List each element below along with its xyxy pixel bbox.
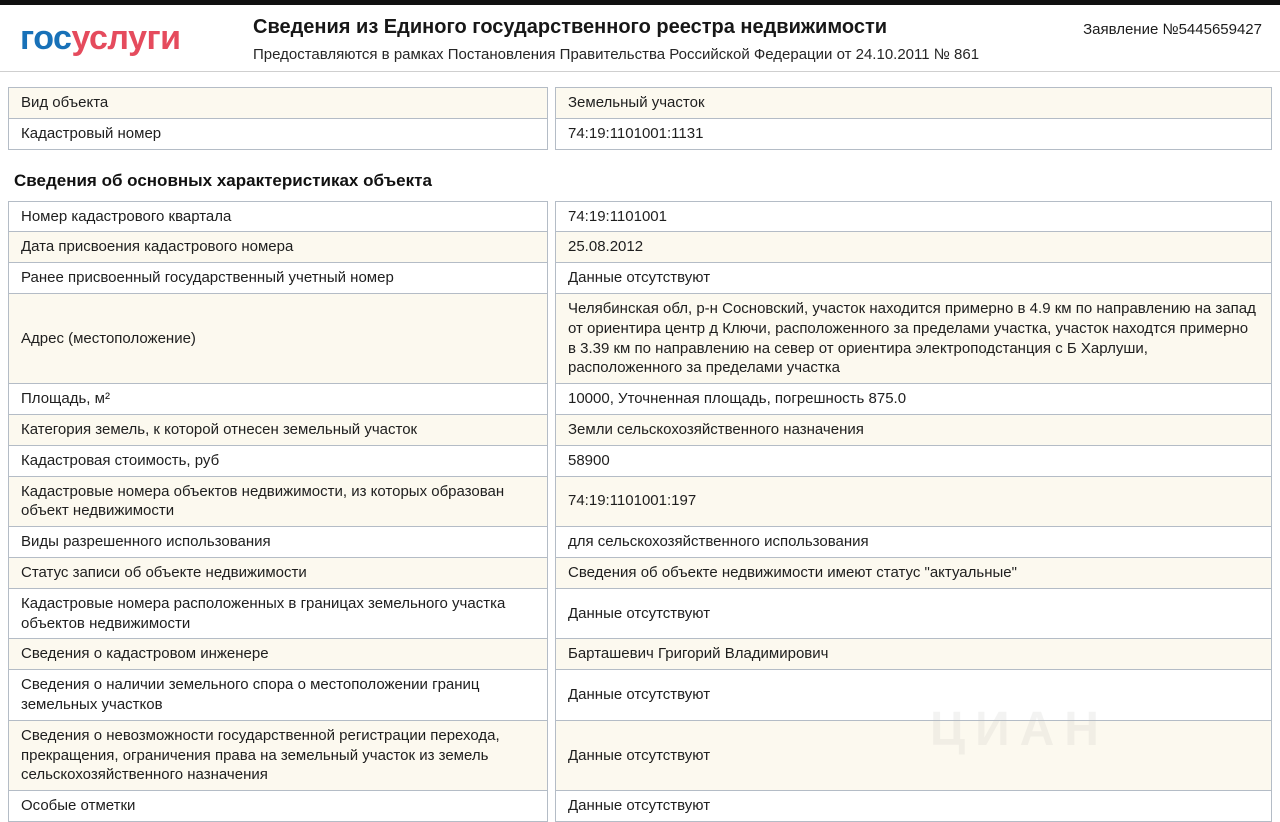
gosuslugi-logo xyxy=(20,15,253,58)
row-value: 58900 xyxy=(555,445,1272,477)
column-gap xyxy=(548,383,555,415)
row-label: Кадастровый номер xyxy=(8,118,548,150)
table-row xyxy=(8,526,1272,558)
row-label: Особые отметки xyxy=(8,790,548,822)
table-row xyxy=(8,383,1272,415)
column-gap xyxy=(548,669,555,721)
row-label: Кадастровая стоимость, руб xyxy=(8,445,548,477)
row-value: Данные отсутствуют xyxy=(555,262,1272,294)
row-label: Адрес (местоположение) xyxy=(8,293,548,384)
column-gap xyxy=(548,638,555,670)
row-value: Земельный участок xyxy=(555,87,1272,119)
column-gap xyxy=(548,557,555,589)
column-gap xyxy=(548,414,555,446)
document-subtitle: Предоставляются в рамках Постановления Правительства Российской Федерации от 24.10.2011 № 861 xyxy=(253,46,980,63)
table-row xyxy=(8,720,1272,791)
row-value: 74:19:1101001 xyxy=(555,201,1272,233)
table-row xyxy=(8,414,1272,446)
column-gap xyxy=(548,476,555,528)
row-value: Барташевич Григорий Владимирович xyxy=(555,638,1272,670)
table-row xyxy=(8,231,1272,263)
title-block xyxy=(253,15,1083,63)
row-value: для сельскохозяйственного использования xyxy=(555,526,1272,558)
column-gap xyxy=(548,231,555,263)
row-value: 74:19:1101001:1131 xyxy=(555,118,1272,150)
column-gap xyxy=(548,262,555,294)
row-label: Площадь, м² xyxy=(8,383,548,415)
column-gap xyxy=(548,201,555,233)
section-heading: Сведения об основных характеристиках объекта xyxy=(14,170,432,190)
column-gap xyxy=(548,87,555,119)
row-value: Данные отсутствуют xyxy=(555,790,1272,822)
content xyxy=(0,72,1280,822)
row-label: Сведения о наличии земельного спора о местоположении границ земельных участков xyxy=(8,669,548,721)
column-gap xyxy=(548,588,555,640)
table-row xyxy=(8,201,1272,233)
header xyxy=(0,5,1280,72)
row-value: Данные отсутствуют xyxy=(555,669,1272,721)
application-number: Заявление №5445659427 xyxy=(1083,21,1262,38)
row-label: Категория земель, к которой отнесен земельный участок xyxy=(8,414,548,446)
row-label: Кадастровые номера расположенных в границах земельного участка объектов недвижимости xyxy=(8,588,548,640)
logo-part-red: услуги xyxy=(71,19,181,57)
column-gap xyxy=(548,445,555,477)
table-row xyxy=(8,669,1272,721)
object-summary-table xyxy=(8,87,1272,150)
logo-part-blue: гос xyxy=(20,19,72,57)
table-row xyxy=(8,638,1272,670)
row-label: Номер кадастрового квартала xyxy=(8,201,548,233)
table-row xyxy=(8,557,1272,589)
table-row xyxy=(8,790,1272,822)
row-label: Дата присвоения кадастрового номера xyxy=(8,231,548,263)
column-gap xyxy=(548,720,555,791)
row-value: 74:19:1101001:197 xyxy=(555,476,1272,528)
row-label: Вид объекта xyxy=(8,87,548,119)
object-details-table xyxy=(8,201,1272,822)
table-row xyxy=(8,445,1272,477)
row-value: Земли сельскохозяйственного назначения xyxy=(555,414,1272,446)
row-label: Сведения о невозможности государственной регистрации перехода, прекращения, ограничения права на земельный участок из земель сельскохозяйственного назначения xyxy=(8,720,548,791)
document-title: Сведения из Единого государственного реестра недвижимости xyxy=(253,16,888,38)
row-value: Сведения об объекте недвижимости имеют статус "актуальные" xyxy=(555,557,1272,589)
table-row xyxy=(8,118,1272,150)
row-value: 25.08.2012 xyxy=(555,231,1272,263)
table-row xyxy=(8,476,1272,528)
row-label: Статус записи об объекте недвижимости xyxy=(8,557,548,589)
column-gap xyxy=(548,293,555,384)
table-row xyxy=(8,293,1272,384)
row-label: Сведения о кадастровом инженере xyxy=(8,638,548,670)
table-row xyxy=(8,588,1272,640)
row-value: Данные отсутствуют xyxy=(555,588,1272,640)
row-value: Челябинская обл, р-н Сосновский, участок находится примерно в 4.9 км по направлению на запад от ориентира центр д Ключи, расположенного за пределами участка, участок находтся примерно в 3.39 км по направлению на север от ориентира электроподстанция с Б Харлуши, расположенного за пределами участка xyxy=(555,293,1272,384)
column-gap xyxy=(548,526,555,558)
row-label: Кадастровые номера объектов недвижимости, из которых образован объект недвижимости xyxy=(8,476,548,528)
table-row xyxy=(8,87,1272,119)
row-value: Данные отсутствуют xyxy=(555,720,1272,791)
row-label: Виды разрешенного использования xyxy=(8,526,548,558)
column-gap xyxy=(548,118,555,150)
row-label: Ранее присвоенный государственный учетный номер xyxy=(8,262,548,294)
column-gap xyxy=(548,790,555,822)
row-value: 10000, Уточненная площадь, погрешность 875.0 xyxy=(555,383,1272,415)
table-row xyxy=(8,262,1272,294)
